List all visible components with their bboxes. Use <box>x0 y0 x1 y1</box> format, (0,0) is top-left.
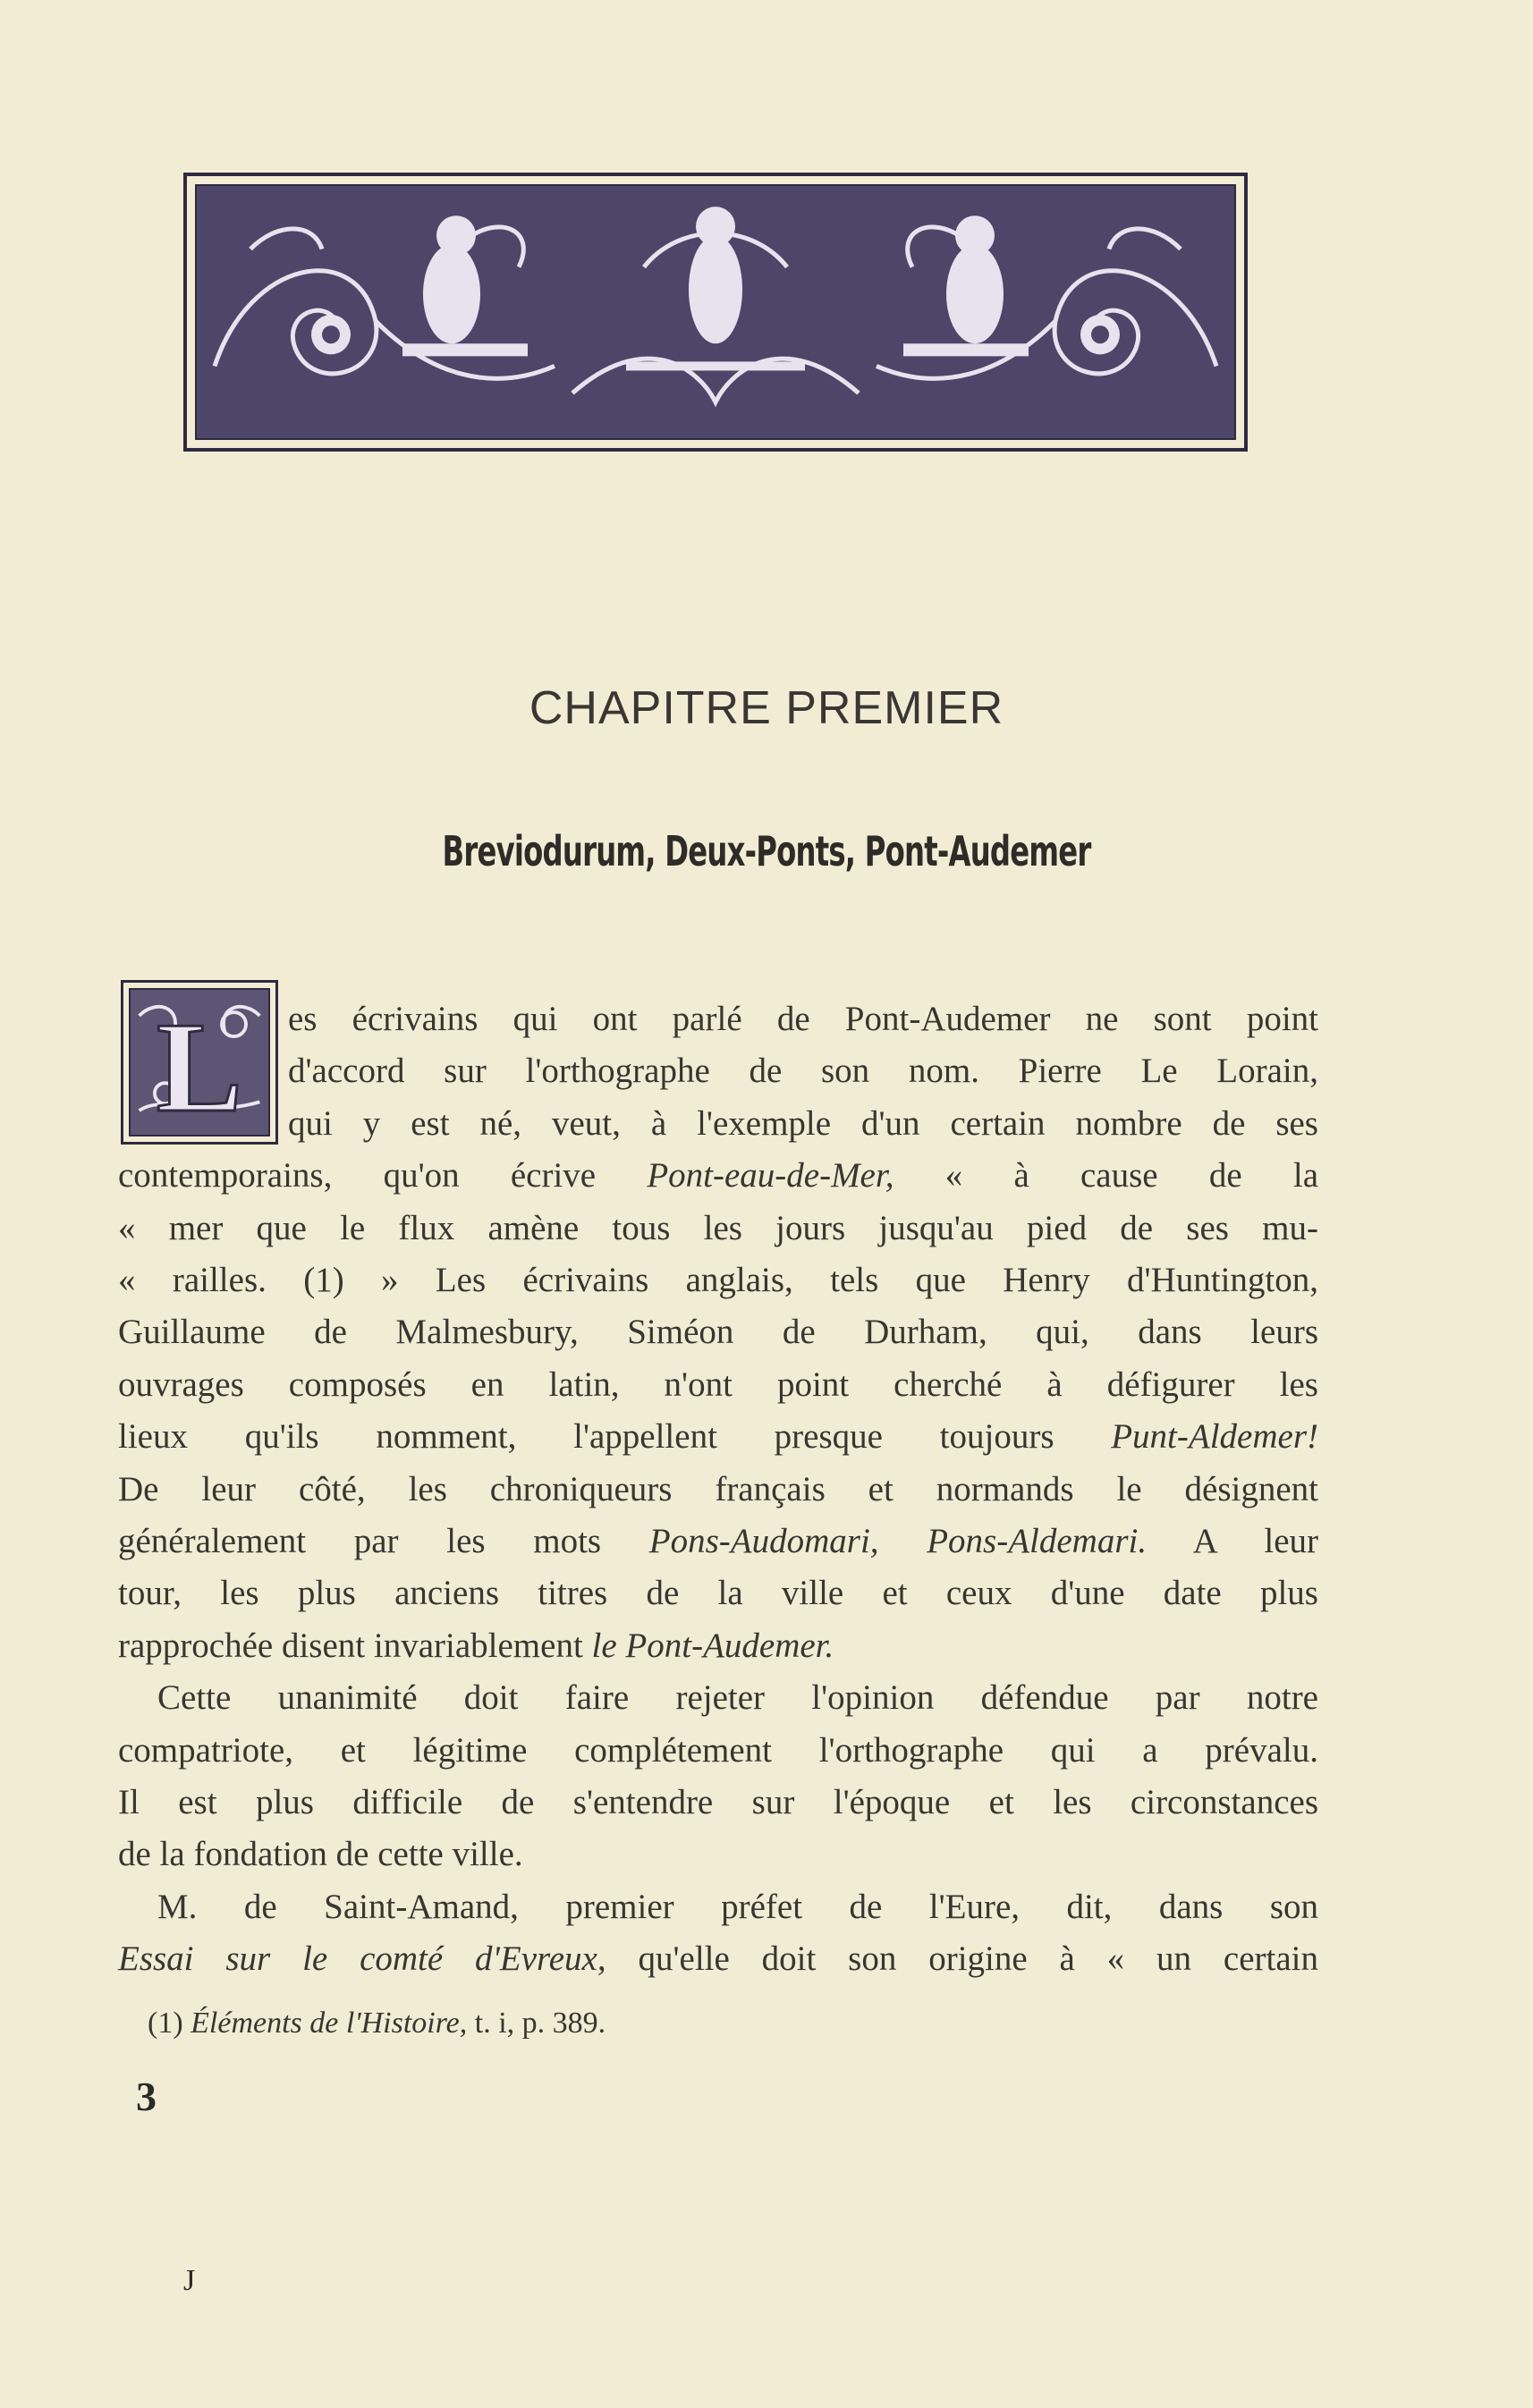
text-segment: généralement par les mots <box>118 1522 649 1560</box>
drop-cap-letter: L <box>156 995 243 1135</box>
text-segment: A leur <box>1147 1522 1319 1560</box>
text-segment: « mer que le flux amène tous les jours jusqu'au pied de ses mu- <box>118 1208 1318 1247</box>
italic-text: Pont-eau-de-Mer, <box>647 1156 894 1196</box>
chapter-title: CHAPITRE PREMIER <box>529 682 1004 734</box>
text-segment: es écrivains qui ont parlé de Pont-Audemer ne sont point <box>288 1000 1318 1038</box>
text-line <box>118 1621 1318 1671</box>
signature-mark: 3 <box>136 2074 157 2119</box>
text-segment: contemporains, qu'on écrive <box>118 1156 648 1196</box>
text-line <box>118 1465 1318 1515</box>
italic-text: Pons-Audomari, Pons-Aldemari. <box>648 1522 1148 1560</box>
italic-text: le Pont-Audemer. <box>591 1626 834 1665</box>
text-line <box>288 994 1318 1044</box>
italic-text: Punt-Aldemer! <box>1111 1417 1318 1457</box>
text-segment: rapprochée disent invariablement <box>118 1626 592 1665</box>
text-line <box>118 1307 1318 1357</box>
text-line <box>288 1046 1318 1096</box>
text-segment: De leur côté, les chroniqueurs français et normands le désignent <box>118 1469 1318 1508</box>
text-line <box>118 1412 1318 1462</box>
ornamental-headpiece <box>183 173 1248 452</box>
text-segment: ouvrages composés en latin, n'ont point cherché à défigurer les <box>118 1365 1318 1404</box>
drop-cap-ornament-icon <box>131 990 268 1135</box>
text-segment: Il est plus difficile de s'entendre sur l'époque et les circonstances <box>118 1783 1318 1821</box>
chapter-subtitle: Breviodurum, Deux-Ponts, Pont-Audemer <box>442 827 1091 875</box>
drop-cap <box>121 980 278 1145</box>
text-segment: tour, les plus anciens titres de la ville et ceux d'une date plus <box>118 1574 1318 1613</box>
text-segment: « à cause de la <box>894 1156 1318 1196</box>
ornament-scroll-icon <box>197 186 1234 438</box>
text-segment: lieux qu'ils nomment, l'appellent presque toujours <box>118 1417 1112 1457</box>
text-line <box>118 1568 1318 1618</box>
text-line <box>118 1255 1318 1305</box>
text-line <box>118 1151 1318 1201</box>
text-segment: « railles. (1) » Les écrivains anglais, tels que Henry d'Huntington, <box>118 1261 1318 1299</box>
text-line <box>118 1778 1318 1828</box>
footnote-title: Éléments de l'Histoire, <box>191 2007 468 2040</box>
footnote-marker: (1) <box>148 2007 191 2040</box>
bottom-mark: J <box>183 2264 196 2297</box>
text-line <box>157 1673 1318 1723</box>
text-segment: de la fondation de cette ville. <box>118 1835 523 1874</box>
text-line <box>118 1726 1318 1776</box>
text-segment: Cette unanimité doit faire rejeter l'opinion défendue par notre <box>157 1678 1318 1718</box>
italic-text: Essai sur le comté d'Evreux, <box>118 1939 606 1979</box>
text-segment: qui y est né, veut, à l'exemple d'un certain nombre de ses <box>288 1103 1318 1143</box>
footnote-ref: t. i, p. 389. <box>467 2007 606 2040</box>
text-line <box>118 1360 1318 1410</box>
text-segment: Guillaume de Malmesbury, Siméon de Durham, qui, dans leurs <box>118 1313 1318 1352</box>
text-segment: d'accord sur l'orthographe de son nom. Pierre Le Lorain, <box>288 1052 1318 1091</box>
footnote <box>148 2007 606 2040</box>
text-line <box>118 1204 1318 1254</box>
text-line <box>118 1934 1318 1984</box>
text-segment: compatriote, et légitime complétement l'orthographe qui a prévalu. <box>118 1730 1318 1770</box>
text-segment: M. de Saint-Amand, premier préfet de l'Eure, dit, dans son <box>157 1887 1318 1926</box>
text-line <box>118 1517 1318 1567</box>
text-line <box>157 1882 1318 1932</box>
text-segment: qu'elle doit son origine à « un certain <box>606 1939 1318 1979</box>
text-line <box>288 1099 1318 1149</box>
text-line <box>118 1829 1318 1880</box>
